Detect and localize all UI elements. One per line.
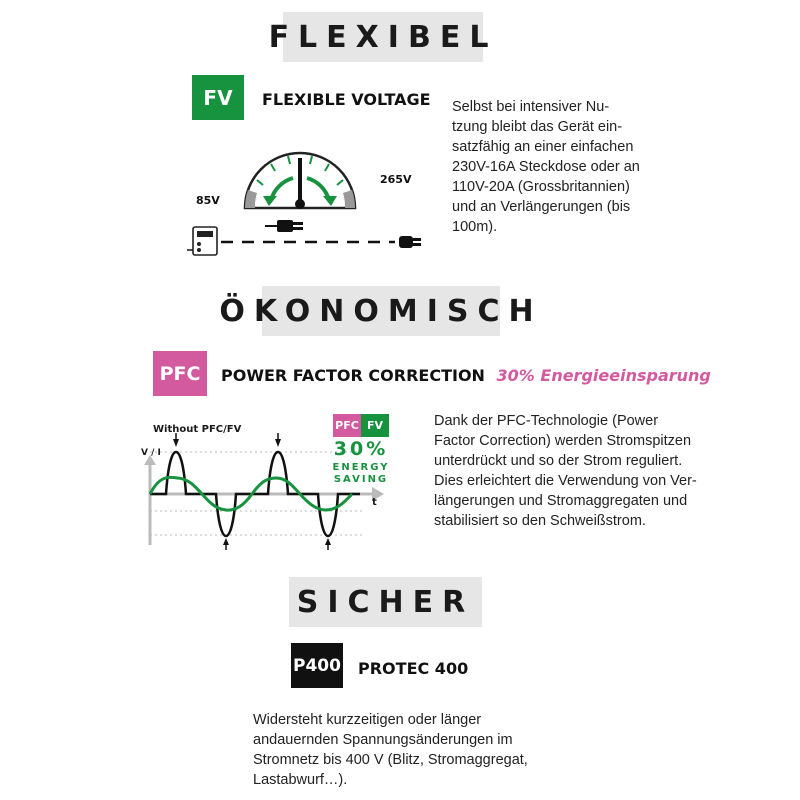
- saving-percent: 30%: [333, 438, 389, 460]
- flexibel-banner: FLEXIBEL: [283, 12, 483, 62]
- without-pfc-label: Without PFC/FV: [153, 424, 242, 435]
- sicher-banner: SICHER: [289, 577, 482, 627]
- saving-word-energy: ENERGY: [332, 462, 390, 473]
- pfc-title: [221, 366, 711, 385]
- y-axis-label: V / I: [141, 448, 161, 458]
- oekonomisch-description: [434, 411, 697, 531]
- description-line: 110V-20A (Grossbritannien): [452, 179, 630, 195]
- description-line: satzfähig an einer einfachen: [452, 139, 634, 155]
- pfc-title-text: POWER FACTOR CORRECTION: [221, 366, 485, 385]
- mini-fv-badge: FV: [361, 414, 389, 437]
- mini-pfc-badge: PFC: [333, 414, 361, 437]
- x-axis-label: t: [372, 497, 377, 508]
- fv-badge: FV: [192, 75, 244, 120]
- voltage-max-label: 265V: [380, 173, 412, 186]
- pfc-badge: PFC: [153, 351, 207, 396]
- description-line: Stromnetz bis 400 V (Blitz, Stromaggregat,: [253, 752, 528, 768]
- energy-saving-highlight: 30% Energieeinsparung: [496, 366, 711, 385]
- protec-title: PROTEC 400: [358, 659, 469, 678]
- description-line: Dies erleichtert die Verwendung von Ver-: [434, 473, 697, 489]
- oekonomisch-banner: ÖKONOMISCH: [262, 286, 500, 336]
- description-line: 100m).: [452, 219, 498, 235]
- description-line: Lastabwurf…).: [253, 772, 348, 788]
- description-line: unterdrückt und so der Strom reguliert.: [434, 453, 683, 469]
- voltage-gauge-illustration: [185, 150, 435, 260]
- description-line: und an Verlängerungen (bis: [452, 199, 631, 215]
- description-line: 230V-16A Steckdose oder an: [452, 159, 640, 175]
- flexible-voltage-title: FLEXIBLE VOLTAGE: [262, 90, 431, 109]
- description-line: Dank der PFC-Technologie (Power: [434, 413, 659, 429]
- description-line: Widersteht kurzzeitigen oder länger: [253, 712, 482, 728]
- welder-machine-icon: [187, 227, 217, 255]
- saving-word-saving: SAVING: [333, 474, 389, 485]
- p400-badge: P400: [291, 643, 343, 688]
- flexibel-description: [452, 97, 640, 237]
- description-line: stabilisiert so den Schweißstrom.: [434, 513, 646, 529]
- description-line: Selbst bei intensiver Nu-: [452, 99, 610, 115]
- description-line: tzung bleibt das Gerät ein-: [452, 119, 623, 135]
- voltage-min-label: 85V: [196, 194, 220, 207]
- description-line: andauernden Spannungsänderungen im: [253, 732, 513, 748]
- gauge-needle: [298, 158, 302, 200]
- sicher-description: [253, 710, 528, 790]
- center-plug-icon: [265, 220, 303, 232]
- end-plug-icon: [399, 236, 421, 248]
- description-line: Factor Correction) werden Stromspitzen: [434, 433, 692, 449]
- description-line: längerungen und Stromaggregaten und: [434, 493, 688, 509]
